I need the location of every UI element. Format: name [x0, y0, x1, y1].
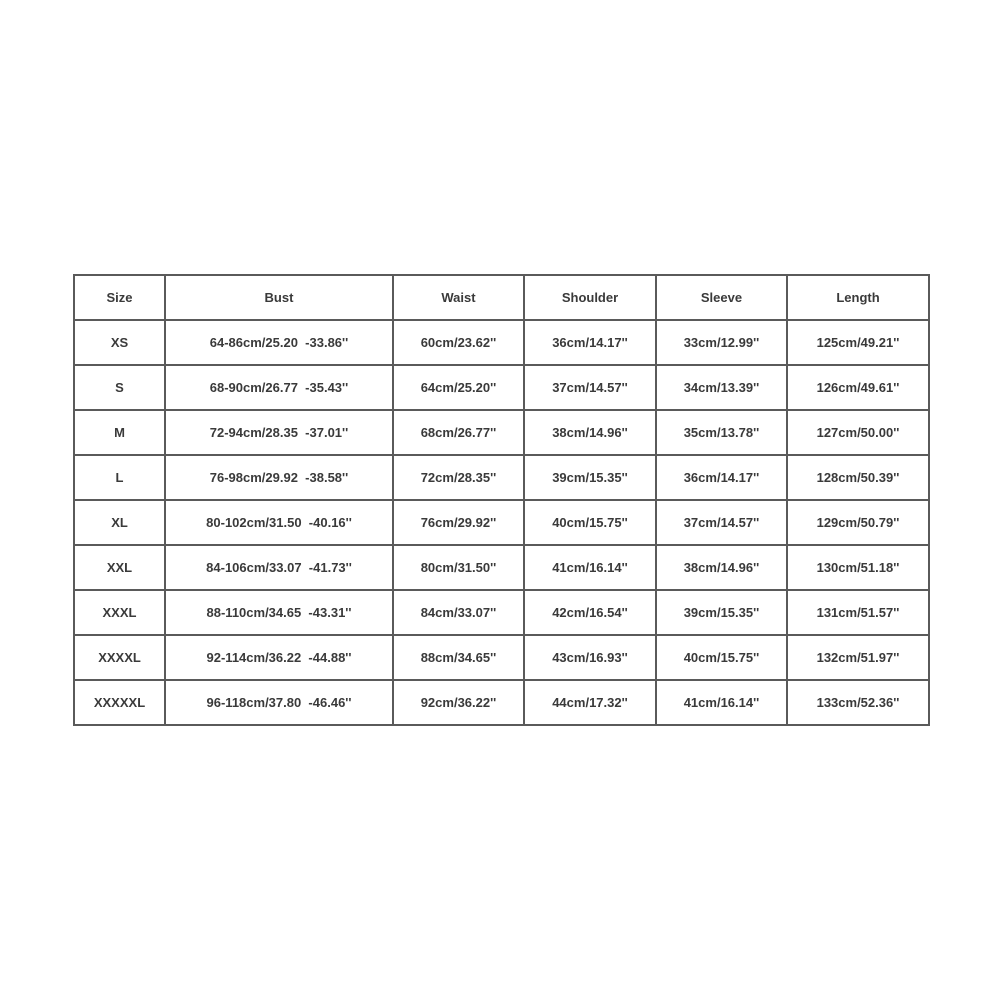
cell-waist: 64cm/25.20'' — [393, 365, 524, 410]
table-row — [74, 410, 929, 455]
cell-waist: 68cm/26.77'' — [393, 410, 524, 455]
header-bust: Bust — [165, 275, 393, 320]
cell-shoulder: 39cm/15.35'' — [524, 455, 656, 500]
cell-size: S — [74, 365, 165, 410]
table-row — [74, 590, 929, 635]
cell-size: XS — [74, 320, 165, 365]
header-shoulder: Shoulder — [524, 275, 656, 320]
cell-size: XXXXL — [74, 635, 165, 680]
cell-length: 133cm/52.36'' — [787, 680, 929, 725]
cell-length: 129cm/50.79'' — [787, 500, 929, 545]
cell-length: 130cm/51.18'' — [787, 545, 929, 590]
cell-size: XL — [74, 500, 165, 545]
cell-sleeve: 33cm/12.99'' — [656, 320, 787, 365]
cell-bust: 92-114cm/36.22 -44.88'' — [165, 635, 393, 680]
cell-size: XXXXXL — [74, 680, 165, 725]
cell-waist: 76cm/29.92'' — [393, 500, 524, 545]
cell-sleeve: 41cm/16.14'' — [656, 680, 787, 725]
cell-length: 127cm/50.00'' — [787, 410, 929, 455]
table-row — [74, 545, 929, 590]
cell-size: XXL — [74, 545, 165, 590]
cell-waist: 92cm/36.22'' — [393, 680, 524, 725]
cell-shoulder: 40cm/15.75'' — [524, 500, 656, 545]
cell-sleeve: 36cm/14.17'' — [656, 455, 787, 500]
size-chart-table — [73, 274, 930, 726]
cell-sleeve: 38cm/14.96'' — [656, 545, 787, 590]
cell-length: 128cm/50.39'' — [787, 455, 929, 500]
cell-length: 131cm/51.57'' — [787, 590, 929, 635]
table-row — [74, 365, 929, 410]
cell-sleeve: 39cm/15.35'' — [656, 590, 787, 635]
cell-sleeve: 34cm/13.39'' — [656, 365, 787, 410]
cell-shoulder: 42cm/16.54'' — [524, 590, 656, 635]
table-body — [74, 320, 929, 725]
cell-shoulder: 43cm/16.93'' — [524, 635, 656, 680]
cell-sleeve: 37cm/14.57'' — [656, 500, 787, 545]
cell-bust: 88-110cm/34.65 -43.31'' — [165, 590, 393, 635]
cell-bust: 68-90cm/26.77 -35.43'' — [165, 365, 393, 410]
header-sleeve: Sleeve — [656, 275, 787, 320]
cell-waist: 60cm/23.62'' — [393, 320, 524, 365]
cell-waist: 80cm/31.50'' — [393, 545, 524, 590]
cell-waist: 84cm/33.07'' — [393, 590, 524, 635]
cell-bust: 96-118cm/37.80 -46.46'' — [165, 680, 393, 725]
table-row — [74, 635, 929, 680]
header-waist: Waist — [393, 275, 524, 320]
cell-shoulder: 41cm/16.14'' — [524, 545, 656, 590]
cell-length: 126cm/49.61'' — [787, 365, 929, 410]
cell-waist: 88cm/34.65'' — [393, 635, 524, 680]
cell-bust: 64-86cm/25.20 -33.86'' — [165, 320, 393, 365]
cell-sleeve: 35cm/13.78'' — [656, 410, 787, 455]
table-row — [74, 500, 929, 545]
cell-sleeve: 40cm/15.75'' — [656, 635, 787, 680]
cell-length: 132cm/51.97'' — [787, 635, 929, 680]
header-row — [74, 275, 929, 320]
table-row — [74, 320, 929, 365]
cell-waist: 72cm/28.35'' — [393, 455, 524, 500]
cell-size: M — [74, 410, 165, 455]
cell-shoulder: 38cm/14.96'' — [524, 410, 656, 455]
cell-size: XXXL — [74, 590, 165, 635]
table-row — [74, 455, 929, 500]
cell-bust: 72-94cm/28.35 -37.01'' — [165, 410, 393, 455]
cell-shoulder: 36cm/14.17'' — [524, 320, 656, 365]
cell-size: L — [74, 455, 165, 500]
cell-bust: 80-102cm/31.50 -40.16'' — [165, 500, 393, 545]
cell-bust: 84-106cm/33.07 -41.73'' — [165, 545, 393, 590]
cell-length: 125cm/49.21'' — [787, 320, 929, 365]
cell-shoulder: 37cm/14.57'' — [524, 365, 656, 410]
header-length: Length — [787, 275, 929, 320]
cell-bust: 76-98cm/29.92 -38.58'' — [165, 455, 393, 500]
table-row — [74, 680, 929, 725]
cell-shoulder: 44cm/17.32'' — [524, 680, 656, 725]
header-size: Size — [74, 275, 165, 320]
